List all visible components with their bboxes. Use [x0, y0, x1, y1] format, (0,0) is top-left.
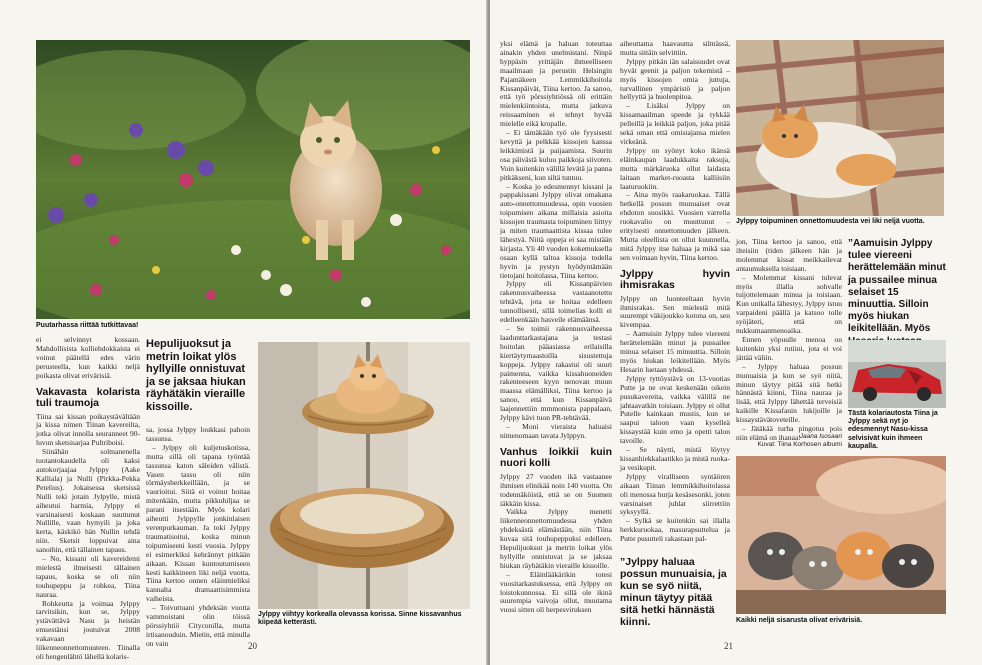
paragraph: – Se näytti, mistä löytyy kissanhiekkalaatikko ja mistä ruoka- ja vesikupit. [620, 445, 730, 472]
paragraph: – Lisäksi Jylppy on kissamaailman speede ja tykkää pelleillä ja leikkiä paljon, joka pitää sekä oman että omistajansa mielen virkeänä. [620, 101, 730, 146]
paragraph: Siinähän solmanenella tuotantokaudella oli kaksi autokorjaajaa Jylppy (Aake Kalliala) ja Nulli (Pirkka-Pekka Petelius). Jokaisessa sketsissä Nulli teki jotain Jylpylle, mistä aiheutui harmia, Jylppy ei varsinaisesti koskaan suuttunut Nullille, vaan hymyili ja joka kerta, käskikö hän Nullin tehdä niin. Sketsit loppuivat aina sanoihin, että tällainen tapaus. [36, 447, 140, 555]
garden-photo-caption: Puutarhassa riittää tutkittavaa! [36, 322, 139, 329]
paragraph: Jylppy oli Kissanpäivien rakennusvaiheessa vastaanotettu tehtävä, jota se hoitaa edelleen tunnollisesti, sillä toimelias kolli ei edelleenkään hasveile elämäänsä. [500, 279, 612, 325]
basket-photo-caption: Jylppy viihtyy korkealla olevassa korissa. Sinne kissavanhus kiipeää ketterästi. [258, 611, 462, 627]
paragraph: – Jätäkää turha pingotus pois niin elämä on ihanaa! [736, 424, 842, 442]
paragraph: Jylppy viralliseen syntäören aikaan Tiinan lemmikkihoitolassa oli menossa hurja kesäsesonki, joten varsinaiset juhlat siirrettiin syksyyllä. [620, 471, 730, 517]
paragraph: yksi elämä ja haluan toteuttaa ainakin yhden unelmistani. Ninpä hyppäsin yrittäjän ihmeelliseen maailmaan ja perustin Helsingin Pajamäkeen Lemmikkihoitola Kissanpäivät, Tiina kertoo. Ja sanoo, että työ pörssiyhtiössä oli erittäin mielenkiintoista, mutta jatkuva reissaaminen ei tehnyt hyvää mielelle eikä kropalle. [500, 39, 612, 129]
paragraph: – Koska jo edesmennyt kissani ja pappakissani Jylppy olivat omakana auto-onnettomuudessa, opin vuosien toipumisen aikana millaisia asioita kissojen traumasta toipuminen liittyy ja miten traumaattista kissaa tulee lähestyä. Niitä oppeja ei saa mistään kirjasta. Yli 40 vuoden kokemuksella osaan kyllä taltoa kissoja todella hyvin ja pystyn hyödyntämään tietojani hoitolassa, Tiina kertoo. [500, 181, 612, 280]
left-pullquote: Hepulijuoksut ja metrin loikat ylös hyllyille onnistuvat ja se jaksaa hiukan räyhätäkin vieraille kissoille. [146, 338, 246, 413]
paragraph: – Se toimii rakennusvaiheessa laadunttarkastajana ja testasi hoitolan pääasiassa erilaisilla kiertäytymaastoilla sisustettuja koppeja. Jylppy rakastui oli suuri paimenna, vaikka kissahuoneiden rakenteeseen kyyn nenovan muun maassa elämälliksi, Tiina kertoo ja sanoo, että kun Kissanpäivä laajennettiin mmmonista pappalaan, Jylppy kävi tuon PR-tehtävää. [500, 324, 612, 423]
paragraph: – Aina myös raakaruokaa. Tällä hetkellä possun munuaiset ovat ehdoton suosikki. Vuosien varrella ruokavalio on muuttunut – erityisesti onnettomuuden jälkeen. Mutta oleellista on ollut kuunnella, mitä Jylppy itse haluaa ja mikä saa sen voimaan hyvin, Tiina kertoo. [620, 190, 730, 262]
blanket-photo-caption: Jylppy toipuminen onnettomuudesta vei liki neljä vuotta. [736, 218, 925, 225]
right-pullquote-bottom: ”Jylppy haluaa possun munuaisia, ja kun se syö niitä, minun täytyy pitää sitä hetki hännästä kiinni. [620, 556, 727, 628]
paragraph: Jylppy 27 vuoden ikä vastaanee ihmisen elinikää noin 140 vuotta. On todennäköistä, että se on Suomen iäkkäin kissa. [500, 471, 612, 508]
paragraph: – Eläinlääkärikin totesi vuositarkastuksessa, että Jylppy on loistokunnossa. Ei sillä ole ikinä suurempia vaivoja ollut, muutama vuosi sitten oli herpesviruksen [500, 569, 612, 615]
basket-photo [258, 342, 470, 609]
paragraph: – Aamuisin Jylppy tulee viereeni herättelemään minut ja pussailee minua selaiset 15 minuuttia. Silloin myös hiukan leikitellään. Myös Hesarin luetaan yhdessä. [620, 329, 730, 374]
paragraph: – Jylppy oli kuljetuskotissa, mutta sillä oli tapana työntää tassunsa katon säleiden välistä. Vasen tassu oli niin törmäysherkkeillään, ja se vaurioitui. Siitä ei voinut hoitaa mitenkään, mutta pikkuhiljaa se parani itsestään. Myös kolari aiheutti Jylppylle jonkinlaisen verenpurkauman. Ja tokí Jylppy traumatisoitui, koska minun toipumiseeni kesti vuosia. Jylppy ei esimerkiksi kehrännyt pitkään aikaan. Kissan kuntoutumiseen kesti kaikkineen liki neljä vuotta, Tiina kertoo onnen eläinmieliksi kannalta dramaattisimmista vaiheista. [146, 442, 250, 604]
paragraph: – Toivuttuani yhdeksän vuotta vammoistani olin töissä pörssiyhtiö Cityconilla, mutta irtisanouduin. Mietin, että minulla on vain [146, 603, 250, 648]
right-pullquote-top: ”Aamuisin Jylppy tulee viereeni herättelemään minut ja pussailee minua selaiset 15 minuuttia. Silloin myös hiukan leikitellään. Myös [848, 238, 946, 335]
paragraph: Vaikka Jylppy menetti liikenneonnettomuudessa yhden yhdeksästä elämästään, niin Tiina kuvaa sitä touhupeppuksi edelleen. Hepulijuoksut ja metrin loikat ylös hyllyille onnistuvat ja se jaksaa hiukan räyhätäkin vieraille kissoille. [500, 507, 612, 570]
paragraph: sa, jossa Jylppy loukkasi pahoin tassunsa. [146, 425, 250, 443]
paragraph: aiheuttama haavauma silmässä, mutta sittäin selvittiin. [620, 39, 730, 57]
right-page [490, 0, 982, 665]
kittens-photo-caption: Kaikki neljä sisarusta olivat erivärisiä. [736, 617, 863, 624]
kittens-photo [736, 456, 946, 614]
paragraph: – Jylppy haluaa possun munuaisia ja kun se syö niitä, minun täytyy pitää sitä hetki hännästä kiinni, Tiina nauraa ja lisää, että Jylppy lähettää terveisiä kaikille Kissafanin lukijoille ja kissaystävätoveteille. [736, 361, 842, 425]
paragraph: Jylppy pitkän iän salaisuudet ovat hyvät geenit ja paljon tekemistä – myös kissojen omia juttuja, turvallinen ympäristö ja paljon hellyyttä ja huolenpitoa. [620, 56, 730, 102]
paragraph: – Ei tämäkään työ ole fyysisesti kevyttä ja pelkkää kissojen kanssa leikkimistä ja paijaamista. Suurin osa päivästä kuluu paikkoja siivoten. Voin kuitenkin välillä levätä ja panna pitkäkseni, kun siltä tuntuu. [500, 128, 612, 182]
paragraph: ei selvinnyt kossaan. Mahdollisista kolliehdokkaista ei voinut päätellä edes värin perusteella, kun kaikki neljä poikasta olivat erivärisiä. [36, 335, 140, 380]
subheading: Vanhus loikkii kuin nuori kolli [500, 445, 612, 469]
paragraph: – Molemmat kissani tulevat myös illalla sohvalle tuijottelemaan minua ja toisiaan. Kun unikalla lähestyy, Jylppy istuu varpaideni päällä ja katsoo tolle syöjäteri, että on nukkumaanmenoaika. [736, 272, 842, 336]
paragraph: Jylppy on luonteeltaan hyvin ihmisrakas. Sen mielestä mitä suurempi väkijoukko kotona on, sen kivempaa. [620, 293, 730, 330]
paragraph: jon, Tiina kertoo ja sanoo, että ilteisiin (tiden jälkeen hän ja molemmat kissat meikkailevat antaumuksella toisiaan. [736, 237, 842, 273]
author-byline [736, 433, 842, 449]
subheading: Jylppy hyvin ihmisrakas [620, 267, 730, 291]
paragraph: Tiina sai kissan poikaystävältään ja kissa nimen Tiinan kavereilta, jotka olivat innolla seuranneet 90-luvun sketsisarjaa Pultriboisi. [36, 411, 140, 448]
page-number-right: 21 [724, 641, 733, 651]
paragraph: Rohkeutta ja voimaa Jylppy tarvitsikin, kun se, Jylppy ystävättävä Nasu ja heistän emsestänsi joutuivat 2008 vakavaan liikenneonnettomuuteen. Tiinalla oli hengenlähtö lähellä kolaris- [36, 598, 140, 661]
blanket-photo [736, 40, 944, 216]
page-number-left: 20 [248, 641, 257, 651]
author-name: Jaana Isosaari [799, 433, 842, 440]
paragraph: Jylppy tyttöystävä on 13-vuotias Putte ja ne ovat keskenään oikein pusukavereita, vaikka välillä ne jahtaavatkin toisiaan. Jylppy ei ollut Putelle kainkaan mustis, kun se saapui taloon vaan kyselleä kissaystää kuin emo ja opetti talon tavoille. [620, 373, 730, 446]
left-page [0, 0, 488, 665]
photo-credit: Kuvat: Tiina Korhosen albumi [757, 441, 842, 448]
paragraph: – No, kissani oli kavereidemi mielestä ilmeisesti tällainen tapaus, koska se oli niin touhupeppu ja rohkea, Tiina nauraa. [36, 554, 140, 599]
right-column-2 [620, 40, 730, 544]
left-column-2 [146, 426, 250, 649]
car-photo-caption: Tästä kolariautosta Tiina ja Jylppy sekä nyt jo edesmennyt Nasu-kissa selvisivät kuin ihmeen kaupalla. [848, 410, 938, 450]
right-column-3 [736, 238, 842, 443]
paragraph: – Moni vieraista haluaisi nimenomaan tavata Jylppyn. [500, 421, 612, 440]
paragraph: Jylppy on syönyt koko ikänsä eläinkaupan laadukkaita raksuja, mutta märkäruoka ollut laidasta laitaan market-ruoasta kalliisiin laaturuokiin. [620, 145, 730, 191]
garden-photo [36, 40, 470, 319]
car-photo [848, 340, 946, 408]
left-column-1 [36, 336, 140, 662]
right-column-1 [500, 40, 612, 615]
paragraph: Ennen yöpuulle menoa on kuitenkin yksi rutiini, jota ei voi jättää väliin. [736, 334, 842, 362]
paragraph: – Sylkä se kuitenkin sai illalla herkkuruokaa, masurapsuttelua ja Putte pusutteli rakastaan pal- [620, 516, 730, 544]
subheading: Vakavasta kolarista tuli traumoja [36, 385, 140, 409]
